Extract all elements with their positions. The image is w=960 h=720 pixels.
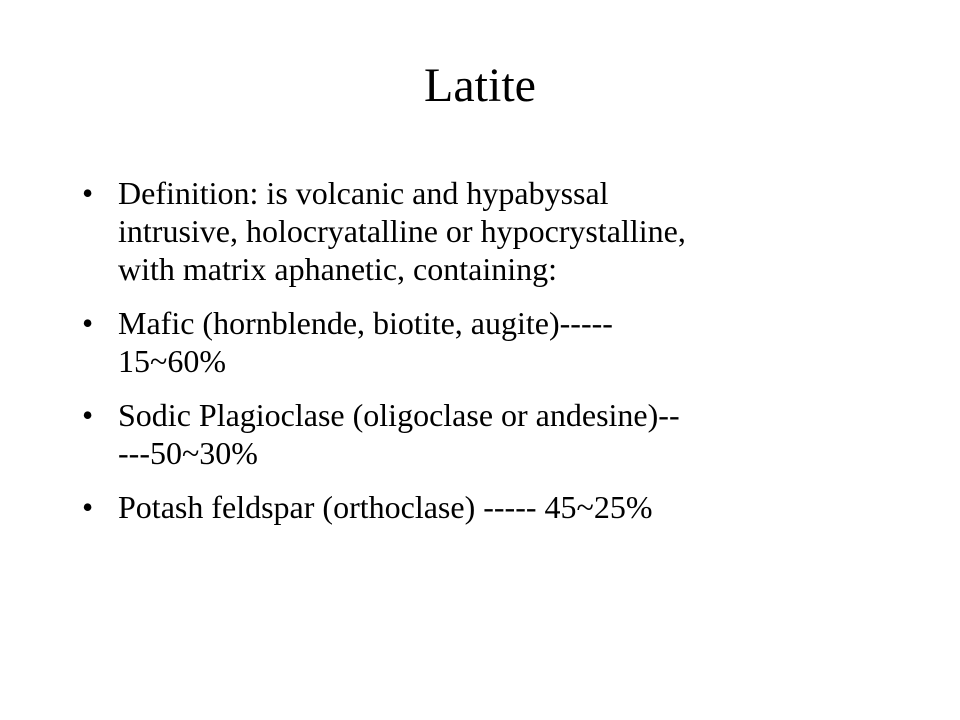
bullet-list [82, 174, 882, 542]
bullet-icon: • [82, 305, 94, 341]
bullet-text-definition: Definition: is volcanic and hypabyssal intrusive, holocryatalline or hypocrystalline, with matrix aphanetic, containing: [118, 175, 686, 287]
bullet-item-potash-feldspar [82, 488, 882, 526]
bullet-item-sodic-plagioclase [82, 396, 882, 472]
bullet-icon: • [82, 489, 94, 525]
bullet-icon: • [82, 397, 94, 433]
bullet-text-sodic-plagioclase: Sodic Plagioclase (oligoclase or andesine)-- ---50~30% [118, 397, 680, 471]
bullet-item-mafic [82, 304, 882, 380]
bullet-icon: • [82, 175, 94, 211]
slide-title: Latite [424, 59, 536, 112]
bullet-item-definition [82, 174, 882, 288]
bullet-text-potash-feldspar: Potash feldspar (orthoclase) ----- 45~25% [118, 489, 653, 525]
bullet-text-mafic: Mafic (hornblende, biotite, augite)----- 15~60% [118, 305, 613, 379]
